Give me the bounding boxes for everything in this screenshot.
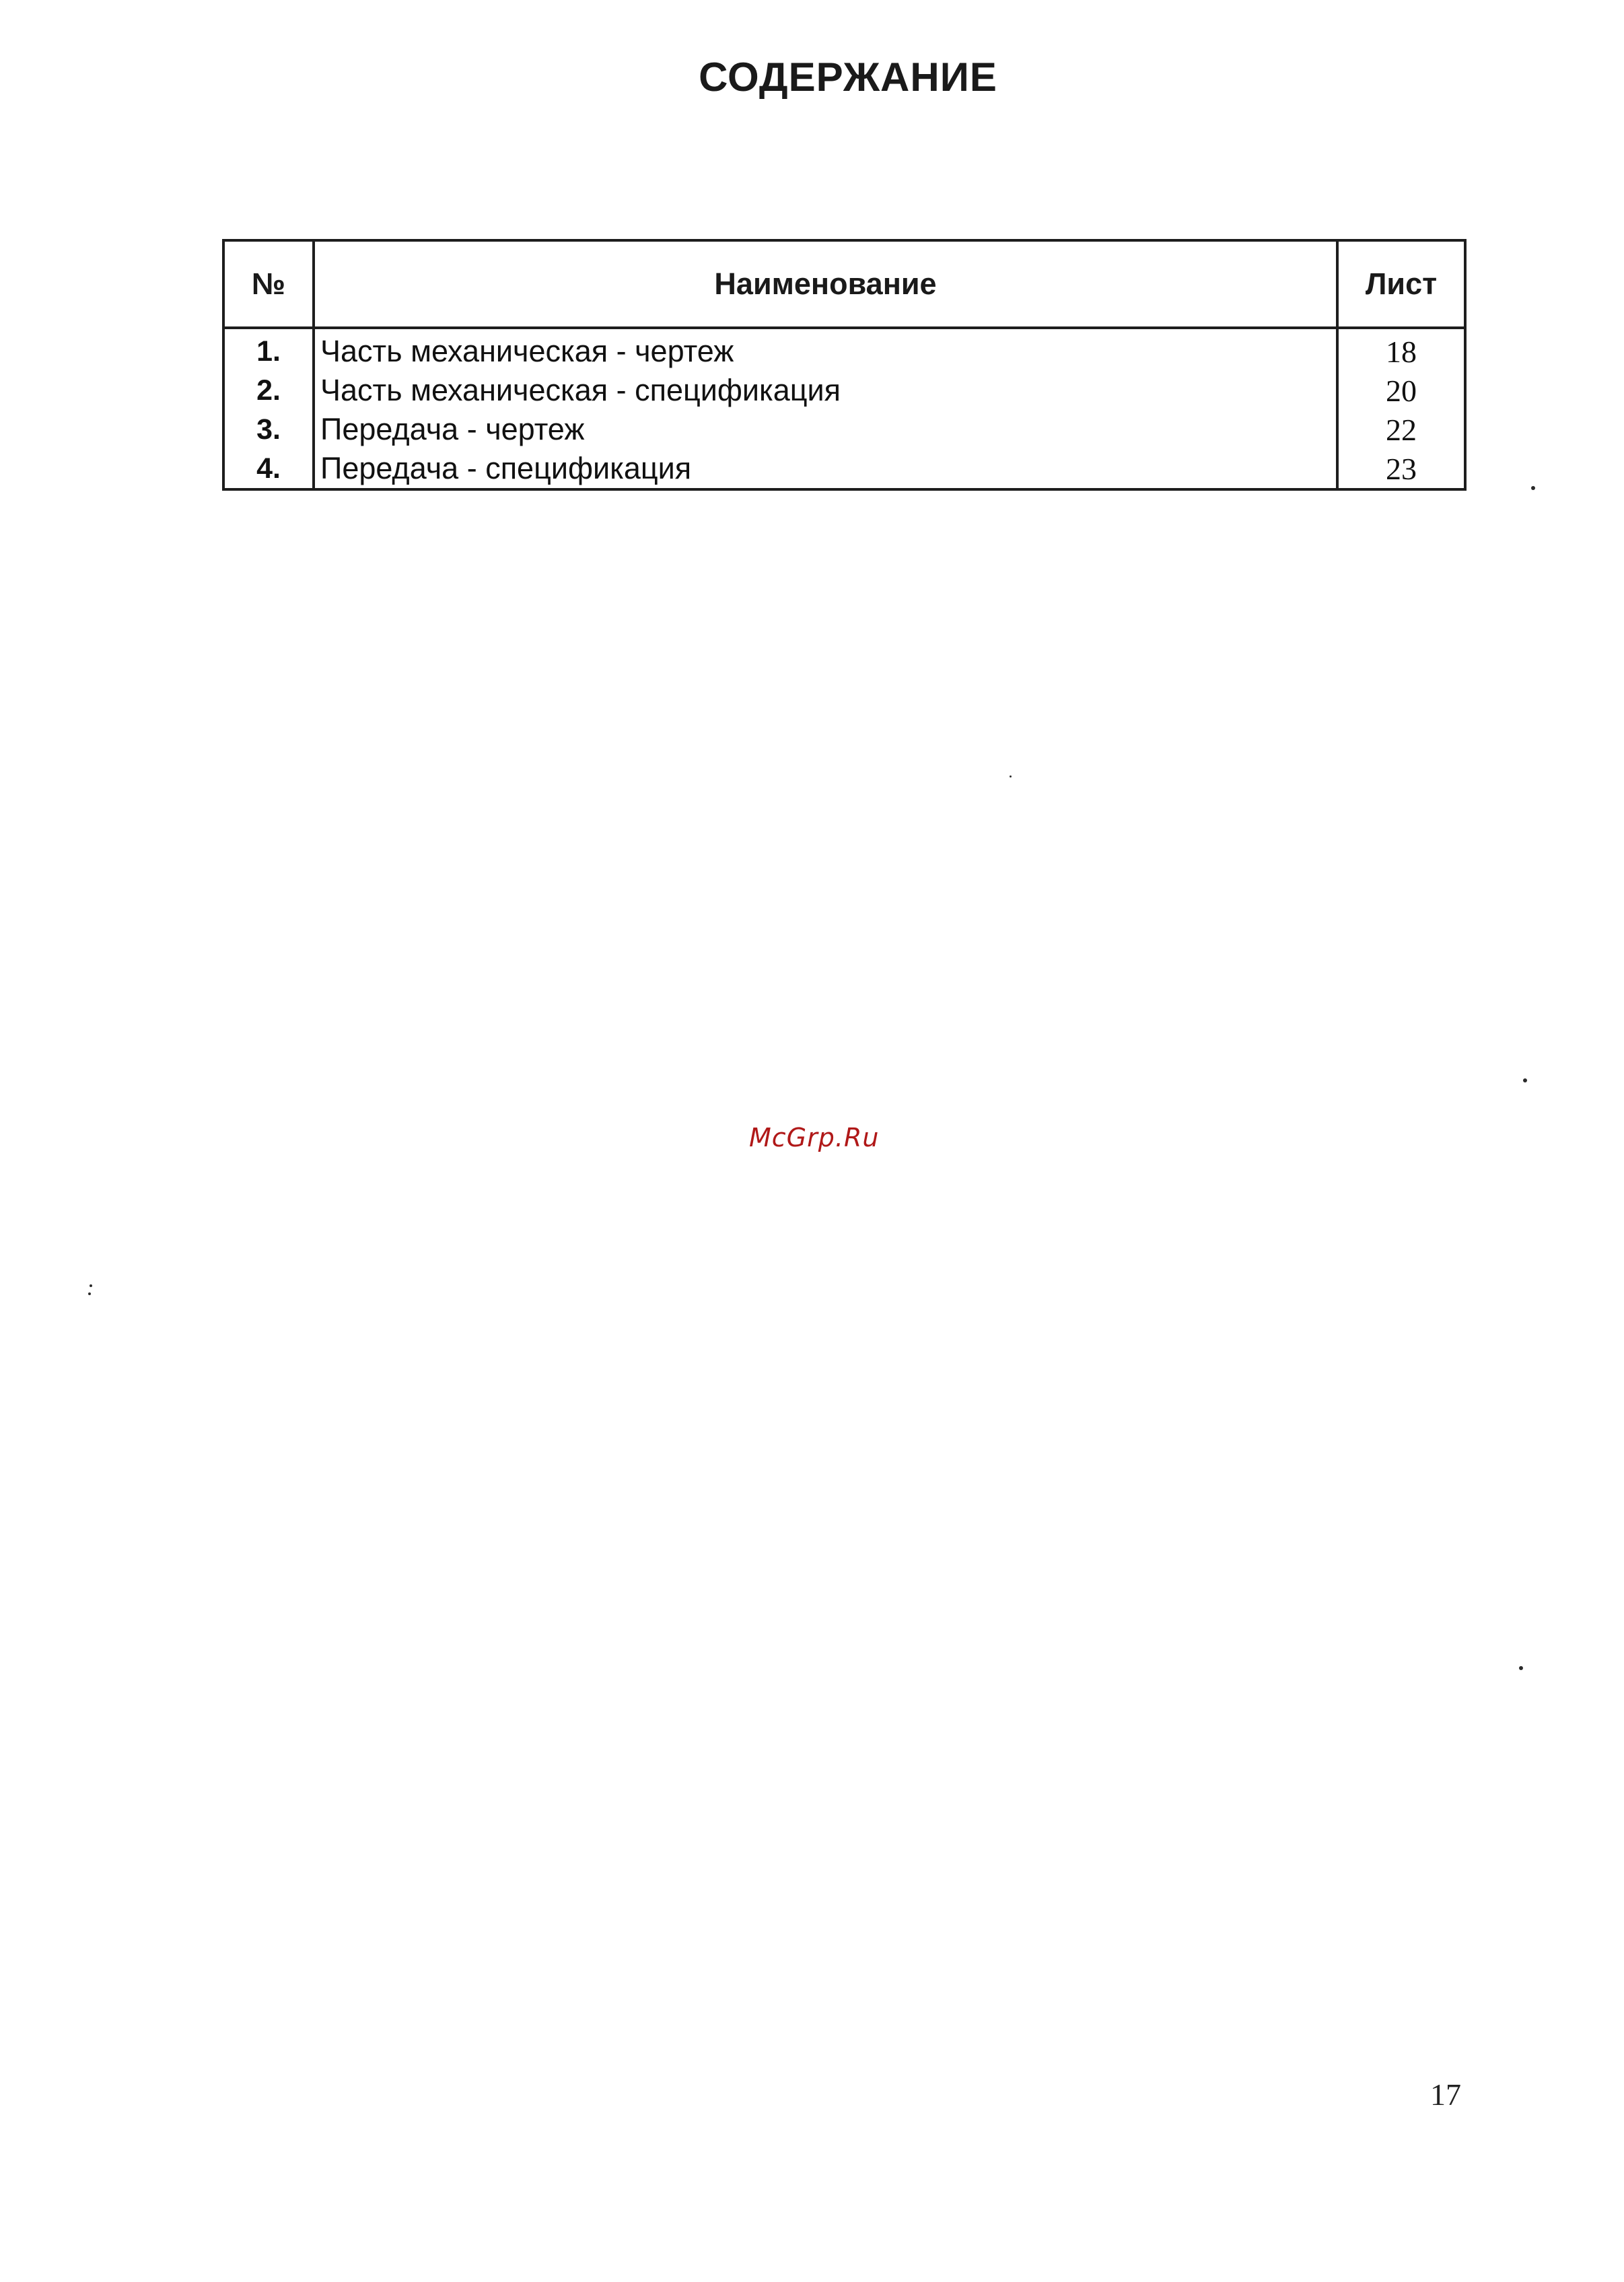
page-number: 17 — [1430, 2077, 1461, 2112]
scan-speck — [1531, 486, 1535, 490]
row-sheet: 23 — [1337, 449, 1465, 489]
scan-speck — [1010, 775, 1012, 777]
page-title: СОДЕРЖАНИЕ — [699, 55, 997, 100]
table-row — [223, 328, 1465, 371]
scan-speck — [90, 1284, 92, 1287]
row-number: 1. — [223, 328, 314, 371]
row-sheet: 18 — [1337, 328, 1465, 371]
header-sheet: Лист — [1337, 240, 1465, 328]
scan-speck — [88, 1292, 91, 1295]
watermark: McGrp.Ru — [749, 1123, 880, 1152]
scan-speck — [1519, 1666, 1523, 1670]
row-sheet: 20 — [1337, 371, 1465, 410]
scan-speck — [1523, 1078, 1527, 1082]
table-row — [223, 410, 1465, 449]
header-name: Наименование — [314, 240, 1337, 328]
contents-table — [222, 239, 1467, 491]
table-header-row — [223, 240, 1465, 328]
table-row — [223, 449, 1465, 489]
row-number: 3. — [223, 410, 314, 449]
table-row — [223, 371, 1465, 410]
row-name: Часть механическая - чертеж — [314, 328, 1337, 371]
row-number: 2. — [223, 371, 314, 410]
header-number: № — [223, 240, 314, 328]
row-number: 4. — [223, 449, 314, 489]
row-name: Передача - чертеж — [314, 410, 1337, 449]
row-name: Часть механическая - спецификация — [314, 371, 1337, 410]
row-sheet: 22 — [1337, 410, 1465, 449]
row-name: Передача - спецификация — [314, 449, 1337, 489]
